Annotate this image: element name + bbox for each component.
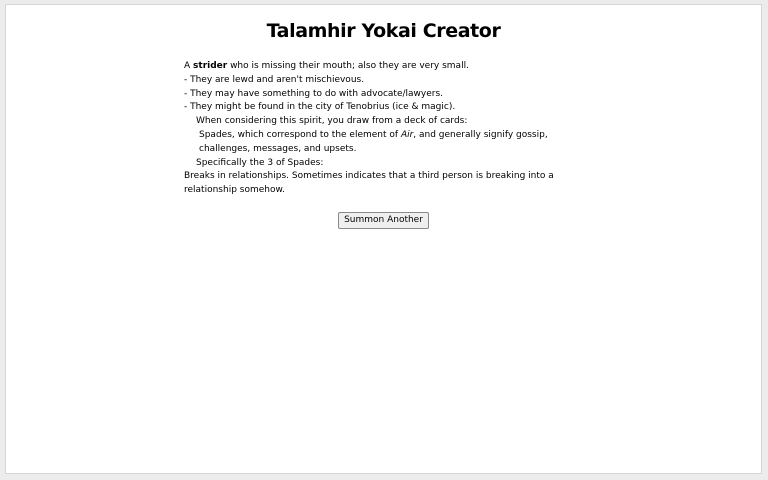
suit-prefix: Spades, which correspond to the element of — [199, 129, 401, 140]
intro-line — [184, 60, 568, 74]
card-specific: Specifically the 3 of Spades: — [196, 157, 324, 168]
suit-element: Air — [400, 129, 414, 140]
summon-another-button[interactable]: Summon Another — [338, 212, 429, 229]
suit-suffix: , and generally signify gossip, challenges, messages, and upsets. — [199, 129, 548, 154]
trait-item: - They are lewd and aren't mischievous. — [184, 74, 365, 85]
action-row — [6, 207, 761, 229]
card-intro: When considering this spirit, you draw from a deck of cards: — [196, 116, 468, 127]
trait-item: - They may have something to do with advocate/lawyers. — [184, 88, 444, 99]
intro-suffix: who is missing their mouth; also they are very small. — [227, 61, 469, 71]
page-frame — [5, 4, 762, 474]
creature-type: strider — [193, 61, 228, 71]
intro-prefix: A — [184, 61, 194, 71]
trait-item: - They might be found in the city of Tenobrius (ice & magic). — [184, 102, 456, 113]
page-title: Talamhir Yokai Creator — [266, 20, 501, 42]
yokai-description — [184, 60, 568, 198]
card-meaning: Breaks in relationships. Sometimes indicates that a third person is breaking into a relationship somehow. — [184, 171, 554, 196]
suit-description — [184, 129, 568, 157]
